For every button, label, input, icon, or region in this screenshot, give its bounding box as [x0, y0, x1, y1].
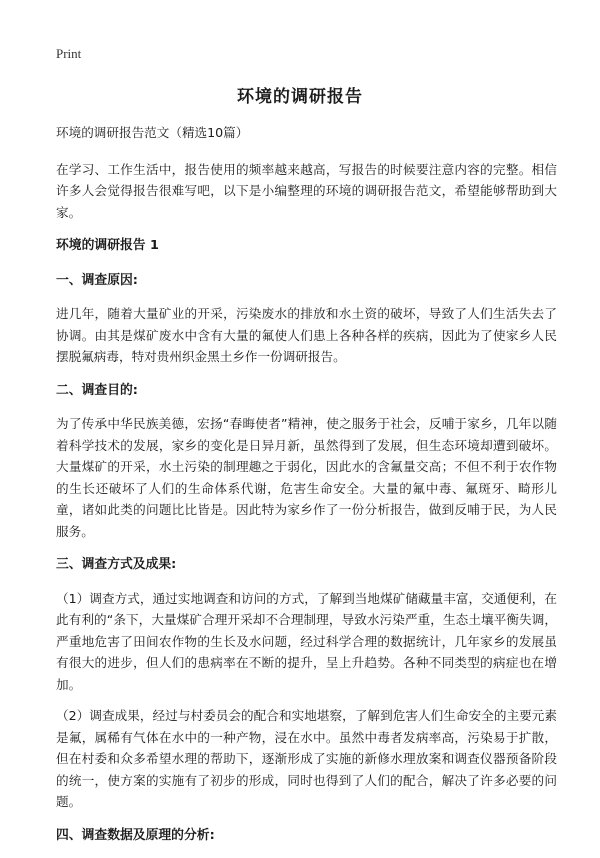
section-heading-reason: 一、调查原因: — [56, 272, 138, 288]
document-body — [56, 122, 557, 858]
report-heading: 环境的调研报告 1 — [56, 238, 159, 253]
section-paragraph-method-2: （2）调查成果，经过与村委员会的配合和实地堪察，了解到危害人们生命安全的主要元素是氟，属稀有气体在水中的一种产物，浸在水中。虽然中毒者发病率高，污染易于扩散，但在村委和众多希望水理的帮助下，逐渐形成了实施的新修水理放案和调查仪器预备阶段的统一，使方案的实施有了初步的形成，同时也得到了人们的配合，解决了许多必要的问题。 — [56, 708, 557, 809]
page-title: 环境的调研报告 — [237, 87, 363, 107]
section-paragraph-reason: 进几年，随着大量矿业的开采，污染废水的排放和水土资的破坏，导致了人们生活失去了协调。由其是煤矿废水中含有大量的氟使人们患上各种各样的疾病，因此为了使家乡人民摆脱氟病毒，特对贵州织金黑土乡作一份调研报告。 — [56, 306, 557, 364]
section-heading-purpose: 二、调查目的: — [56, 382, 138, 398]
print-link[interactable]: Print — [56, 46, 82, 61]
section-heading-analysis: 四、调查数据及原理的分析: — [56, 827, 215, 843]
section-paragraph-purpose: 为了传承中华民族美德，宏扬“春晦使者”精神，使之服务于社会，反哺于家乡，几年以随着科学技术的发展，家乡的变化是日异月新，虽然得到了发展，但生态环境却遭到破坏。大量煤矿的开采，水土污染的制理趣之于弱化，因此水的含氟量交高；不但不利于农作物的生长还破坏了人们的生命体系代谢，危害生命安全。大量的氟中毒、氟斑牙、畸形儿童，诸如此类的问题比比皆是。因此特为家乡作了一份分析报告，做到反哺于民，为人民服务。 — [56, 416, 557, 539]
document-subtitle: 环境的调研报告范文（精选10篇） — [56, 125, 249, 140]
intro-paragraph: 在学习、工作生活中，报告使用的频率越来越高，写报告的时候要注意内容的完整。相信许多人会觉得报告很难写吧，以下是小编整理的环境的调研报告范文，希望能够帮助到大家。 — [56, 161, 557, 220]
section-heading-method: 三、调查方式及成果: — [56, 557, 177, 572]
section-paragraph-method-1: （1）调查方式，通过实地调查和访问的方式，了解到当地煤矿储藏量丰富，交通便利，在此有利的“条下，大量煤矿合理开采却不合理制理，导致水污染严重，生态土壤平衡失调，严重地危害了田间农作物的生长及水问题，经过科学合理的数据统计，几年家乡的发展虽有很大的进步，但人们的患病率在不断的提升，呈上升趋势。各种不同类型的病症也在增加。 — [56, 590, 557, 692]
